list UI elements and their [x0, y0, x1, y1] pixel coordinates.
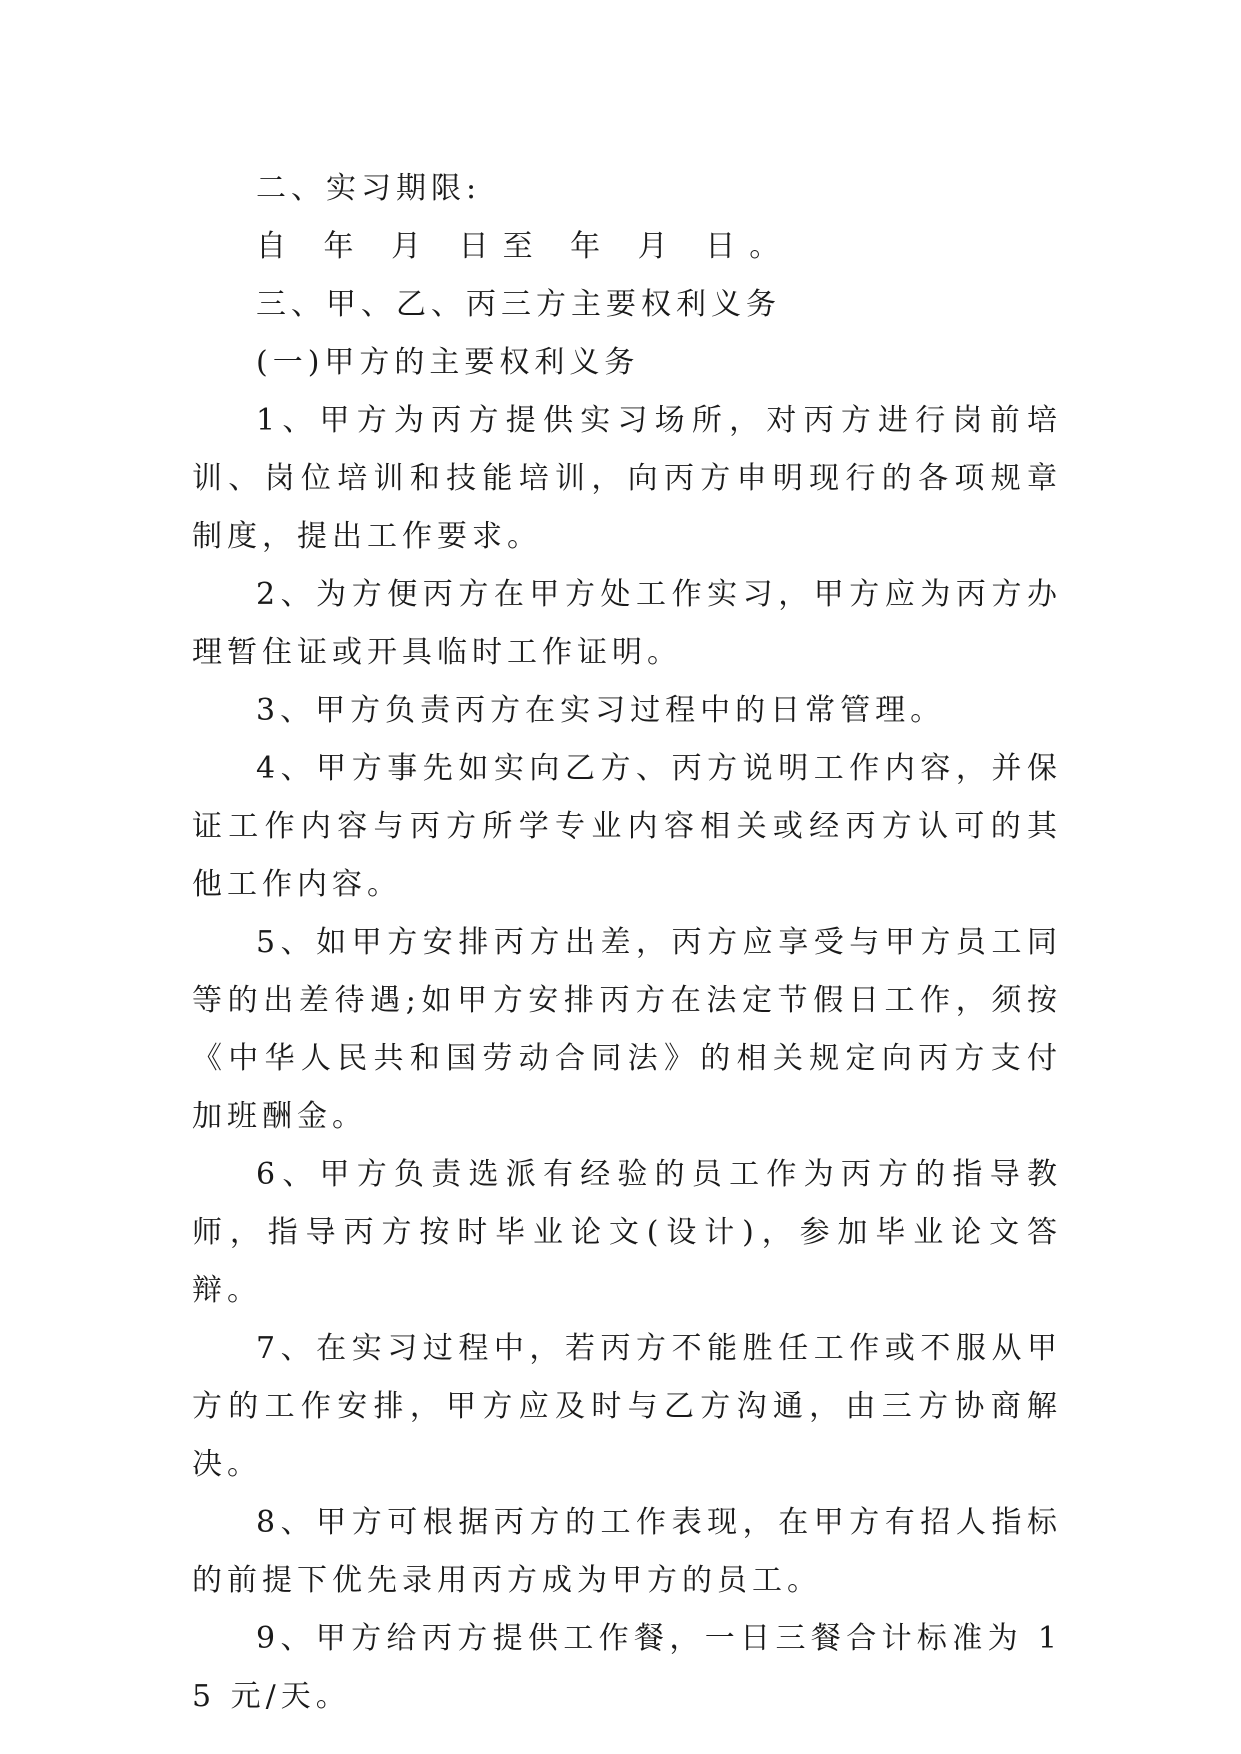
clause-8: 8、甲方可根据丙方的工作表现，在甲方有招人指标的前提下优先录用丙方成为甲方的员工。: [192, 1505, 1062, 1598]
subsection-heading-party-a: (一)甲方的主要权利义务: [256, 345, 640, 380]
clause-7: 7、在实习过程中，若丙方不能胜任工作或不服从甲方的工作安排，甲方应及时与乙方沟通，由三方协商解决。: [192, 1331, 1062, 1482]
clause-5: 5、如甲方安排丙方出差，丙方应享受与甲方员工同等的出差待遇;如甲方安排丙方在法定节假日工作，须按《中华人民共和国劳动合同法》的相关规定向丙方支付加班酬金。: [192, 925, 1062, 1134]
section-heading-rights-obligations: 三、甲、乙、丙三方主要权利义务: [256, 287, 781, 322]
clause-1: 1、甲方为丙方提供实习场所，对丙方进行岗前培训、岗位培训和技能培训，向丙方申明现行的各项规章制度，提出工作要求。: [192, 403, 1062, 554]
internship-date-range: 自 年 月 日至 年 月 日。: [256, 229, 794, 264]
clause-2: 2、为方便丙方在甲方处工作实习，甲方应为丙方办理暂住证或开具临时工作证明。: [192, 577, 1062, 670]
clause-3: 3、甲方负责丙方在实习过程中的日常管理。: [256, 693, 946, 728]
clause-4: 4、甲方事先如实向乙方、丙方说明工作内容，并保证工作内容与丙方所学专业内容相关或经丙方认可的其他工作内容。: [192, 751, 1062, 902]
document-body: [192, 160, 1062, 1726]
clause-9: 9、甲方给丙方提供工作餐，一日三餐合计标准为 15 元/天。: [192, 1621, 1062, 1714]
clause-6: 6、甲方负责选派有经验的员工作为丙方的指导教师，指导丙方按时毕业论文(设计)，参加毕业论文答辩。: [192, 1157, 1062, 1308]
section-heading-internship-period: 二、实习期限:: [256, 171, 482, 206]
